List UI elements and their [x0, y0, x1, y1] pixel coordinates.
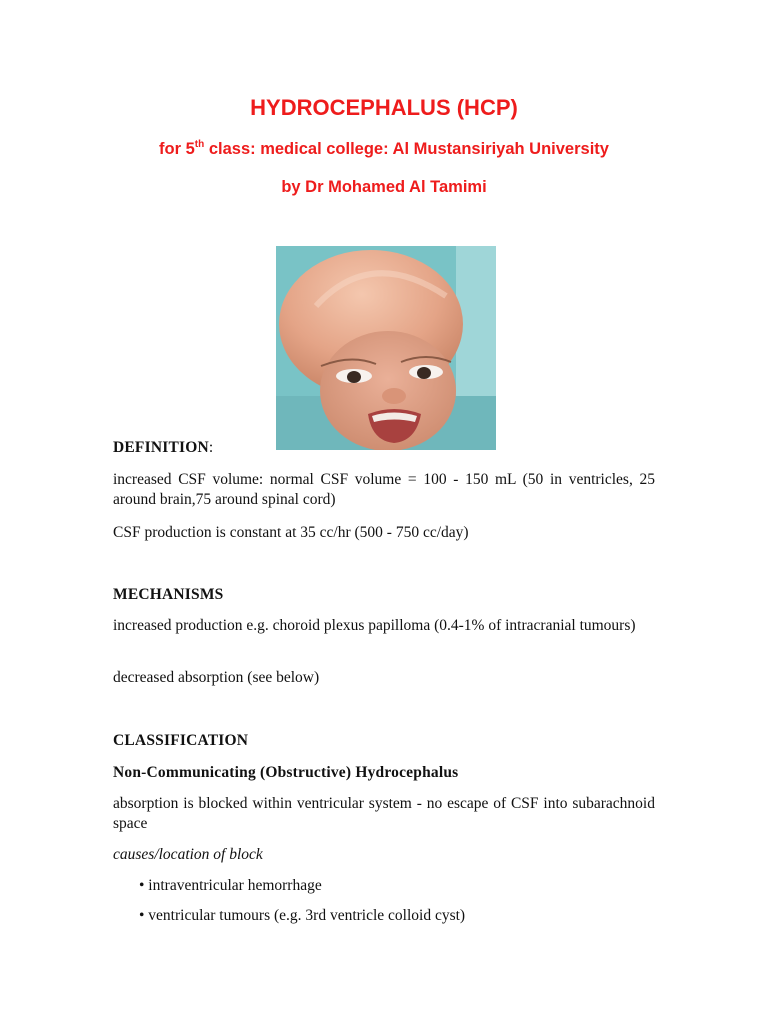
- causes-label: causes/location of block: [113, 846, 263, 863]
- document-author: by Dr Mohamed Al Tamimi: [281, 178, 487, 196]
- definition-heading-colon: :: [208, 439, 214, 456]
- mechanisms-item-1: increased production e.g. choroid plexus papilloma (0.4-1% of intracranial tumours): [113, 617, 636, 634]
- list-item: • ventricular tumours (e.g. 3rd ventricle colloid cyst): [139, 907, 466, 924]
- mechanisms-heading: MECHANISMS: [113, 586, 224, 603]
- patient-photo: [276, 246, 496, 450]
- list-item: • intraventricular hemorrhage: [139, 877, 322, 894]
- classification-heading: CLASSIFICATION: [113, 732, 249, 749]
- document-title: HYDROCEPHALUS (HCP): [250, 95, 518, 120]
- subtitle-suffix: class: medical college: Al Mustansiriyah University: [204, 140, 609, 158]
- classification-subheading: Non-Communicating (Obstructive) Hydrocephalus: [113, 764, 459, 781]
- subtitle-superscript: th: [194, 138, 205, 150]
- classification-paragraph: absorption is blocked within ventricular system - no escape of CSF into subarachnoid space: [113, 795, 655, 832]
- subtitle-prefix: for 5: [159, 140, 195, 158]
- document-subtitle: [0, 140, 768, 159]
- mechanisms-item-2: decreased absorption (see below): [113, 669, 320, 686]
- definition-heading-text: DEFINITION: [113, 439, 209, 456]
- definition-heading: [113, 438, 655, 458]
- definition-paragraph-1: increased CSF volume: normal CSF volume = 100 - 150 mL (50 in ventricles, 25 around brain,75 around spinal cord): [113, 471, 655, 508]
- definition-paragraph-2: CSF production is constant at 35 cc/hr (500 - 750 cc/day): [113, 524, 469, 541]
